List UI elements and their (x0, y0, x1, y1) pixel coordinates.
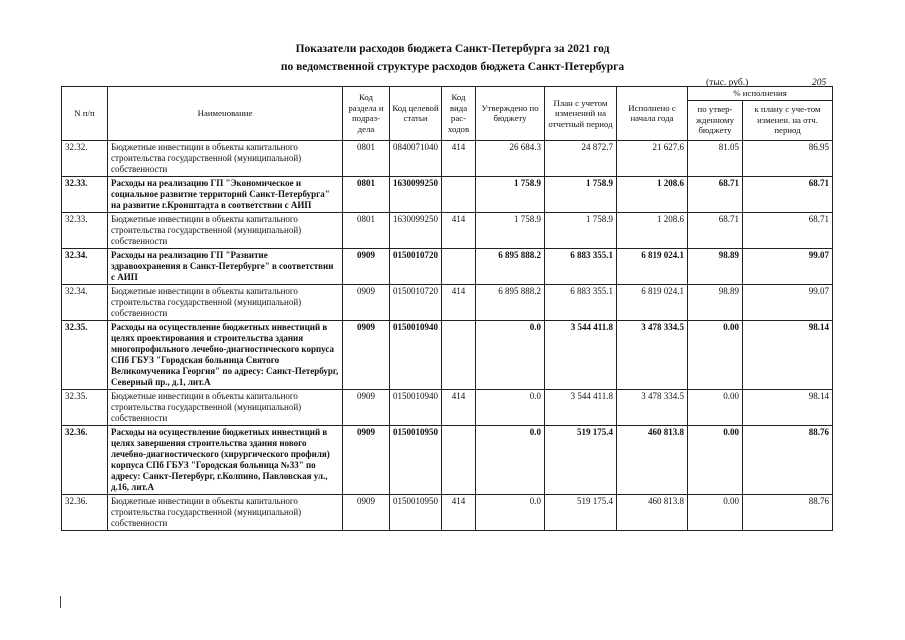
cell-article-code: 0150010950 (390, 494, 442, 530)
cell-kind-code: 414 (442, 284, 476, 320)
cell-section-code: 0909 (343, 389, 390, 425)
cell-article-code: 1630099250 (390, 212, 442, 248)
cell-executed: 3 478 334.5 (617, 320, 688, 389)
table-row (62, 284, 833, 320)
cell-num: 32.34. (62, 248, 108, 284)
units-label: (тыс. руб.) (706, 78, 749, 88)
cell-plan: 3 544 411.8 (545, 389, 617, 425)
cell-plan: 3 544 411.8 (545, 320, 617, 389)
cell-name: Расходы на осуществление бюджетных инвестиций в целях завершения строительства здания нового лечебно-диагностического (хирургического профиля) корпуса СПб ГБУЗ "Городская больница №33" по адресу: Санкт-Петербург, г.Колпино, Павловская ул., д.16, лит.А (108, 425, 343, 494)
col-section-header: Код раздела и подраз-дела (343, 87, 390, 141)
cell-num: 32.34. (62, 284, 108, 320)
cell-pct-approved: 0.00 (688, 389, 743, 425)
table-row (62, 212, 833, 248)
cell-plan: 519 175.4 (545, 494, 617, 530)
cell-approved: 6 895 888.2 (476, 284, 545, 320)
cell-article-code: 0150010720 (390, 284, 442, 320)
cell-article-code: 0150010940 (390, 389, 442, 425)
cell-pct-plan: 98.14 (743, 320, 833, 389)
col-num-header: N п/п (62, 87, 108, 141)
cell-plan: 6 883 355.1 (545, 284, 617, 320)
cell-plan: 1 758.9 (545, 212, 617, 248)
cell-num: 32.33. (62, 212, 108, 248)
table-row (62, 248, 833, 284)
cell-approved: 6 895 888.2 (476, 248, 545, 284)
cell-section-code: 0909 (343, 494, 390, 530)
cell-article-code: 0150010940 (390, 320, 442, 389)
cell-pct-plan: 99.07 (743, 284, 833, 320)
cell-kind-code: 414 (442, 212, 476, 248)
cell-pct-plan: 68.71 (743, 212, 833, 248)
cell-executed: 1 208.6 (617, 176, 688, 212)
table-row (62, 320, 833, 389)
cell-section-code: 0801 (343, 176, 390, 212)
cell-approved: 1 758.9 (476, 176, 545, 212)
cell-pct-approved: 0.00 (688, 494, 743, 530)
cell-name: Бюджетные инвестиции в объекты капитального строительства государственной (муниципальной) собственности (108, 212, 343, 248)
col-name-header: Наименование (108, 87, 343, 141)
cell-article-code: 0150010720 (390, 248, 442, 284)
cell-section-code: 0801 (343, 212, 390, 248)
cell-approved: 0.0 (476, 425, 545, 494)
table-header (62, 87, 833, 141)
cell-kind-code: 414 (442, 140, 476, 176)
cell-kind-code: 414 (442, 389, 476, 425)
cell-name: Бюджетные инвестиции в объекты капитального строительства государственной (муниципальной) собственности (108, 494, 343, 530)
cell-kind-code (442, 176, 476, 212)
col-approved-header: Утверждено по бюджету (476, 87, 545, 141)
cell-section-code: 0909 (343, 320, 390, 389)
cell-pct-approved: 68.71 (688, 176, 743, 212)
cell-approved: 26 684.3 (476, 140, 545, 176)
cell-pct-plan: 88.76 (743, 425, 833, 494)
cell-num: 32.36. (62, 425, 108, 494)
cell-pct-approved: 0.00 (688, 425, 743, 494)
col-pct-group-header: % исполнения (688, 87, 833, 101)
page-number: 205 (812, 78, 827, 88)
cell-pct-plan: 88.76 (743, 494, 833, 530)
page-title: Показатели расходов бюджета Санкт-Петербурга за 2021 год (295, 43, 610, 55)
col-kind-header: Код вида рас-ходов (442, 87, 476, 141)
cell-article-code: 1630099250 (390, 176, 442, 212)
cell-name: Бюджетные инвестиции в объекты капитального строительства государственной (муниципальной) собственности (108, 140, 343, 176)
scan-artifact (60, 596, 61, 608)
cell-pct-plan: 99.07 (743, 248, 833, 284)
cell-name: Расходы на реализацию ГП "Экономическое и социальное развитие территорий Санкт-Петербурга" на развитие г.Кронштадта в соответствии с АИП (108, 176, 343, 212)
cell-num: 32.32. (62, 140, 108, 176)
col-plan-header: План с учетом изменений на отчетный период (545, 87, 617, 141)
cell-article-code: 0150010950 (390, 425, 442, 494)
cell-name: Бюджетные инвестиции в объекты капитального строительства государственной (муниципальной) собственности (108, 389, 343, 425)
cell-pct-approved: 98.89 (688, 248, 743, 284)
cell-pct-approved: 98.89 (688, 284, 743, 320)
cell-approved: 1 758.9 (476, 212, 545, 248)
cell-name: Бюджетные инвестиции в объекты капитального строительства государственной (муниципальной) собственности (108, 284, 343, 320)
cell-section-code: 0801 (343, 140, 390, 176)
cell-kind-code (442, 320, 476, 389)
cell-plan: 6 883 355.1 (545, 248, 617, 284)
col-pct-plan-header: к плану с уче-том изменен. на отч. период (743, 100, 833, 140)
cell-name: Расходы на осуществление бюджетных инвестиций в целях проектирования и строительства здания многопрофильного лечебно-диагностического корпуса СПб ГБУЗ "Городская больница Святого Великомученика Георгия" по адресу: Санкт-Петербург, Северный пр., д.1, лит.А (108, 320, 343, 389)
cell-executed: 1 208.6 (617, 212, 688, 248)
cell-num: 32.36. (62, 494, 108, 530)
cell-executed: 21 627.6 (617, 140, 688, 176)
cell-name: Расходы на реализацию ГП "Развитие здравоохранения в Санкт-Петербурге" в соответствии с АИП (108, 248, 343, 284)
cell-executed: 6 819 024.1 (617, 284, 688, 320)
cell-num: 32.33. (62, 176, 108, 212)
cell-section-code: 0909 (343, 248, 390, 284)
col-article-header: Код целевой статьи (390, 87, 442, 141)
cell-num: 32.35. (62, 389, 108, 425)
cell-pct-approved: 0.00 (688, 320, 743, 389)
cell-approved: 0.0 (476, 389, 545, 425)
col-executed-header: Исполнено с начала года (617, 87, 688, 141)
cell-kind-code (442, 425, 476, 494)
cell-plan: 519 175.4 (545, 425, 617, 494)
page-subtitle: по ведомственной структуре расходов бюджета Санкт-Петербурга (280, 61, 625, 73)
col-pct-approved-header: по утвер-жденному бюджету (688, 100, 743, 140)
cell-pct-approved: 68.71 (688, 212, 743, 248)
cell-kind-code: 414 (442, 494, 476, 530)
cell-executed: 3 478 334.5 (617, 389, 688, 425)
cell-kind-code (442, 248, 476, 284)
cell-plan: 24 872.7 (545, 140, 617, 176)
table-row (62, 176, 833, 212)
cell-executed: 460 813.8 (617, 425, 688, 494)
cell-plan: 1 758.9 (545, 176, 617, 212)
cell-pct-plan: 98.14 (743, 389, 833, 425)
table-row (62, 389, 833, 425)
cell-pct-plan: 68.71 (743, 176, 833, 212)
cell-executed: 460 813.8 (617, 494, 688, 530)
cell-pct-approved: 81.05 (688, 140, 743, 176)
table-row (62, 425, 833, 494)
cell-section-code: 0909 (343, 284, 390, 320)
cell-article-code: 0840071040 (390, 140, 442, 176)
cell-num: 32.35. (62, 320, 108, 389)
cell-executed: 6 819 024.1 (617, 248, 688, 284)
table-row (62, 140, 833, 176)
cell-pct-plan: 86.95 (743, 140, 833, 176)
budget-table (61, 86, 833, 531)
cell-section-code: 0909 (343, 425, 390, 494)
cell-approved: 0.0 (476, 494, 545, 530)
cell-approved: 0.0 (476, 320, 545, 389)
table-body (62, 140, 833, 530)
table-row (62, 494, 833, 530)
